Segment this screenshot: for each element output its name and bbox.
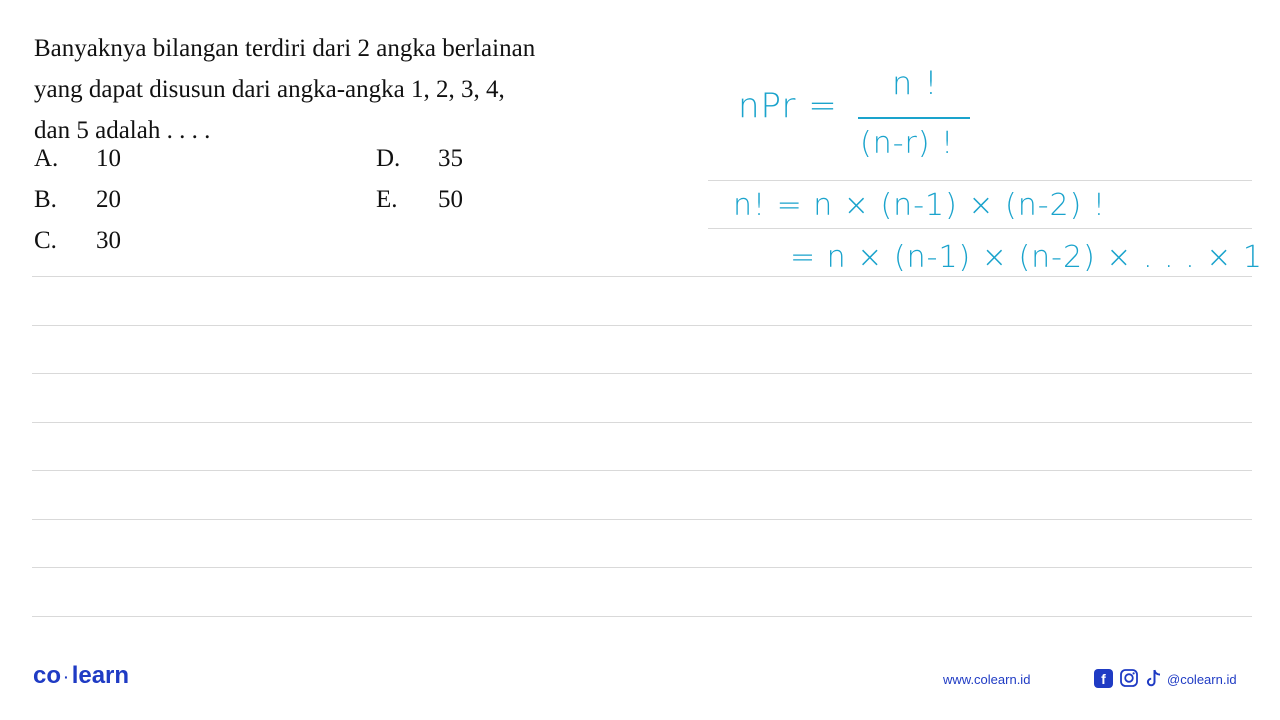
logo-dot: · <box>64 668 69 685</box>
option-d <box>376 145 463 173</box>
option-value: 35 <box>438 145 463 172</box>
option-letter: E. <box>376 186 398 213</box>
formula-numerator: n ! <box>892 64 939 102</box>
factorial-line-1: n! = n × (n-1) × (n-2) ! <box>733 188 1106 223</box>
option-letter: C. <box>34 227 57 254</box>
ruled-line <box>708 228 1252 229</box>
logo-co: co <box>33 662 62 689</box>
formula-lhs: nPr = <box>738 86 838 126</box>
instagram-icon[interactable] <box>1120 669 1138 687</box>
option-value: 20 <box>96 186 121 213</box>
logo-learn: learn <box>71 662 130 689</box>
option-e <box>376 186 463 214</box>
ruled-line <box>32 519 1252 520</box>
option-value: 50 <box>438 186 463 213</box>
option-value: 30 <box>96 227 121 254</box>
ruled-line <box>32 616 1252 617</box>
option-value: 10 <box>96 145 121 172</box>
question-text: Banyaknya bilangan terdiri dari 2 angka berlainan yang dapat disusun dari angka-angka 1, 2, 3, 4, dan 5 adalah . . . . <box>34 35 536 144</box>
social-handle[interactable]: @colearn.id <box>1167 672 1237 687</box>
option-letter: A. <box>34 145 59 172</box>
formula-denominator: (n-r) ! <box>860 126 955 161</box>
facebook-icon[interactable]: f <box>1094 669 1113 688</box>
colearn-logo <box>33 662 129 690</box>
option-letter: B. <box>34 186 57 213</box>
ruled-line <box>32 567 1252 568</box>
factorial-line-2: = n × (n-1) × (n-2) × . . . × 1 <box>790 240 1263 275</box>
ruled-line <box>32 422 1252 423</box>
ruled-line <box>708 180 1252 181</box>
fraction-bar <box>858 117 970 119</box>
ruled-line <box>32 325 1252 326</box>
website-link[interactable]: www.colearn.id <box>943 672 1031 687</box>
option-c <box>34 227 121 255</box>
option-b <box>34 186 121 214</box>
ruled-line <box>32 276 1252 277</box>
option-letter: D. <box>376 145 401 172</box>
option-a <box>34 145 121 173</box>
ruled-line <box>32 470 1252 471</box>
tiktok-icon[interactable] <box>1146 669 1162 688</box>
ruled-line <box>32 373 1252 374</box>
